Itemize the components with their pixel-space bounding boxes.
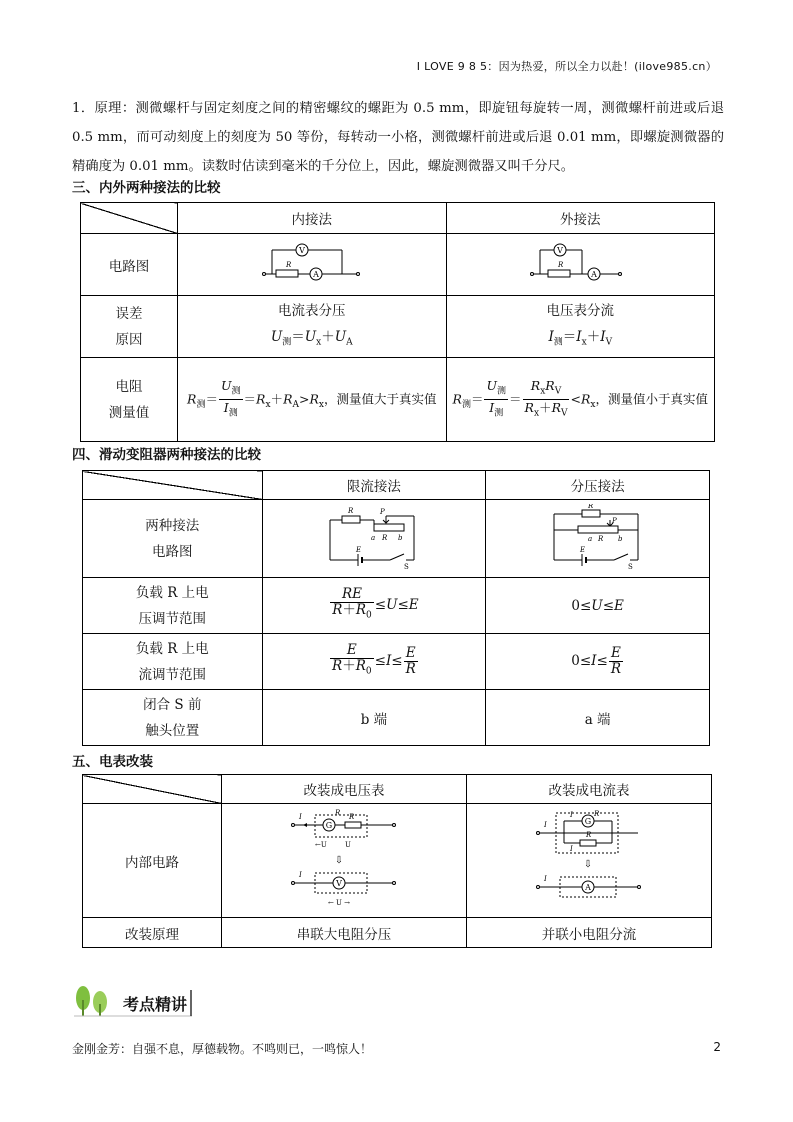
svg-text:A: A — [585, 882, 591, 892]
svg-text:← U →: ← U → — [327, 898, 351, 907]
outer-connection-circuit — [530, 238, 630, 288]
limit-voltage-range: $\frac{RE}{R+R_0}$ ≤U≤E — [262, 578, 486, 634]
ammeter-principle: 并联小电阻分流 — [467, 918, 712, 948]
svg-text:I: I — [299, 870, 302, 879]
table-meter-conversion — [82, 774, 712, 948]
row-measure-label: 电阻 测量值 — [81, 358, 178, 442]
col-voltmeter: 改装成电压表 — [222, 775, 467, 804]
svg-text:R: R — [558, 260, 564, 269]
svg-text:V: V — [557, 245, 564, 255]
svg-text:b: b — [617, 534, 623, 543]
svg-text:R: R — [285, 260, 292, 269]
table-corner — [83, 471, 263, 500]
svg-text:←U: ←U — [315, 840, 327, 849]
svg-text:I: I — [299, 812, 302, 821]
svg-text:S: S — [403, 562, 409, 570]
svg-text:I: I — [544, 820, 547, 829]
svg-text:I: I — [544, 874, 547, 883]
svg-text:b: b — [397, 533, 403, 542]
limit-current-circuit — [324, 504, 424, 570]
svg-text:R: R — [381, 533, 388, 542]
voltage-divider-circuit — [548, 504, 648, 570]
svg-text:a: a — [370, 533, 376, 542]
page-footer: 金刚金芳：自强不息，厚德载物。不鸣则已，一鸣惊人！ — [72, 1042, 373, 1056]
table-rheostat — [82, 470, 710, 746]
limit-current-range: $\frac{E}{R+R_0}$ ≤I≤ $\frac{E}{R}$ — [262, 634, 486, 690]
svg-text:R: R — [587, 503, 593, 510]
col-ammeter: 改装成电流表 — [467, 775, 712, 804]
svg-text:V: V — [336, 878, 342, 888]
principle-paragraph: 1．原理：测微螺杆与固定刻度之间的精密螺纹的螺距为 0.5 mm，即旋钮每旋转一周，测微螺杆前进或后退 0.5 mm，而可动刻度上的刻度为 50 等份，每转动一小格，测微螺杆前进或后退 0.01 mm，即螺旋测微器的精确度为 0.01 mm。读数时估读到毫米的千分位上，因此，螺旋测微器又叫千分尺。 — [72, 101, 724, 174]
inner-circuit-diagram — [178, 234, 446, 296]
page-number: 2 — [713, 1040, 721, 1054]
divide-voltage-range: 0≤U≤E — [486, 578, 710, 634]
svg-text:S: S — [627, 562, 633, 570]
svg-text:P: P — [611, 516, 617, 525]
col-outer: 外接法 — [446, 203, 715, 234]
svg-text:R: R — [349, 812, 355, 821]
svg-text:I: I — [570, 810, 573, 819]
svg-text:a: a — [587, 534, 592, 543]
row-current-range-label: 负载 R 上电 流调节范围 — [83, 634, 263, 690]
svg-text:E: E — [355, 545, 362, 554]
inner-measure-value: $R_测=$ $\frac{U_测}{I_测}$ $=R_x+R_A>R_x$，测量值大于真实值 — [178, 358, 446, 442]
key-points-title: 考点精讲 — [123, 995, 188, 1014]
voltmeter-principle: 串联大电阻分压 — [222, 918, 467, 948]
outer-error-formula: $I_测=I_x+I_V$ — [548, 328, 613, 348]
row-internal-circuit-label: 内部电路 — [83, 804, 222, 918]
outer-error-cause: 电压表分流 $I_测=I_x+I_V$ — [446, 296, 715, 358]
ammeter-circuit-diagram — [467, 804, 712, 918]
section-3-title: 三、内外两种接法的比较 — [72, 180, 221, 196]
divide-current-range: 0≤I≤ $\frac{E}{R}$ — [486, 634, 710, 690]
row-slider-position-label: 闭合 S 前 触头位置 — [83, 690, 263, 746]
voltmeter-conversion-circuit — [289, 807, 399, 911]
svg-text:R: R — [347, 506, 354, 515]
svg-text:A: A — [312, 269, 319, 279]
voltmeter-circuit-diagram — [222, 804, 467, 918]
inner-error-formula: $U_测=U_x+U_A$ — [270, 328, 353, 348]
divide-circuit-diagram — [486, 500, 710, 578]
ammeter-conversion-circuit — [534, 807, 644, 911]
inner-connection-circuit — [262, 238, 362, 288]
svg-text:⇩: ⇩ — [583, 858, 593, 870]
col-inner: 内接法 — [178, 203, 446, 234]
outer-measure-value: $R_测=$ $\frac{U_测}{I_测}$ ＝ $\frac{R_xR_V}{R_x+R_V}$ $<R_x$，测量值小于真实值 — [446, 358, 715, 442]
svg-text:U: U — [345, 840, 351, 849]
section-4-title: 四、滑动变阻器两种接法的比较 — [72, 447, 261, 463]
svg-text:V: V — [298, 245, 305, 255]
outer-circuit-diagram — [446, 234, 715, 296]
row-principle-label: 改装原理 — [83, 918, 222, 948]
col-divide: 分压接法 — [486, 471, 710, 500]
svg-text:R: R — [594, 809, 600, 818]
svg-text:A: A — [591, 269, 598, 279]
row-circuit-label: 两种接法 电路图 — [83, 500, 263, 578]
page-header: I LOVE 9 8 5：因为热爱，所以全力以赴！(ilove985.cn） — [416, 60, 717, 73]
limit-circuit-diagram — [262, 500, 486, 578]
svg-text:E: E — [579, 545, 585, 554]
svg-text:G: G — [584, 816, 592, 826]
svg-text:R: R — [586, 830, 592, 839]
row-voltage-range-label: 负载 R 上电 压调节范围 — [83, 578, 263, 634]
section-5-title: 五、电表改装 — [72, 754, 153, 770]
col-limit: 限流接法 — [262, 471, 486, 500]
table-corner — [81, 203, 178, 234]
svg-text:G: G — [325, 820, 333, 830]
table-inner-outer — [80, 202, 715, 442]
row-circuit-label: 电路图 — [81, 234, 178, 296]
svg-text:P: P — [379, 507, 385, 516]
svg-text:⇩: ⇩ — [334, 854, 344, 866]
table-corner — [83, 775, 222, 804]
svg-text:I: I — [570, 844, 573, 853]
svg-text:R: R — [335, 808, 341, 817]
inner-error-cause: 电流表分压 $U_测=U_x+U_A$ — [178, 296, 446, 358]
divide-slider-position: a 端 — [486, 690, 710, 746]
row-error-label: 误差 原因 — [81, 296, 178, 358]
svg-text:R: R — [597, 534, 603, 543]
limit-slider-position: b 端 — [262, 690, 486, 746]
